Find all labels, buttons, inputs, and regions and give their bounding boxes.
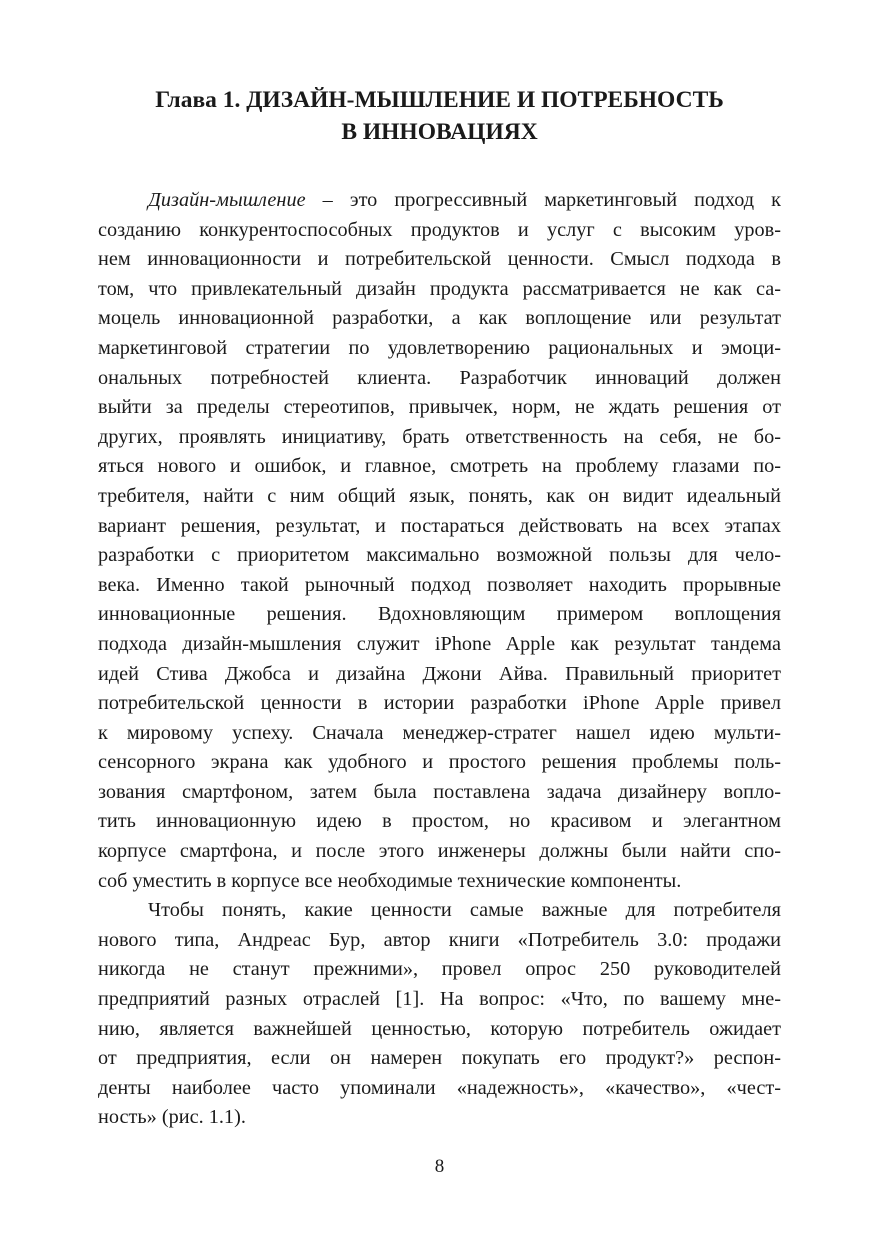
text-line: других, проявлять инициативу, брать ответственность на себя, не бо- (98, 425, 781, 448)
paragraph-1 (98, 186, 781, 896)
text-line: корпусе смартфона, и после этого инженеры должны были найти спо- (98, 840, 781, 863)
text-line: зования смартфоном, затем была поставлена задача дизайнеру вопло- (98, 780, 781, 803)
text-line: том, что привлекательный дизайн продукта рассматривается не как са- (98, 277, 781, 300)
text-line: вариант решения, результат, и постараться действовать на всех этапах (98, 514, 781, 537)
text-line: ональных потребностей клиента. Разработчик инноваций должен (98, 366, 781, 389)
text-line: денты наиболее часто упоминали «надежность», «качество», «чест- (98, 1076, 781, 1099)
term-design-thinking: Дизайн-мышление (148, 189, 306, 211)
text-line: века. Именно такой рыночный подход позволяет находить прорывные (98, 573, 781, 596)
chapter-title-line-1: Глава 1. ДИЗАЙН-МЫШЛЕНИЕ И ПОТРЕБНОСТЬ (155, 87, 724, 113)
text-line: потребительской ценности в истории разработки iPhone Apple привел (98, 692, 781, 715)
text-line: Дизайн-мышление – это прогрессивный маркетинговый подход к (148, 189, 781, 211)
text-line: инновационные решения. Вдохновляющим примером воплощения (98, 603, 781, 626)
text-line: выйти за пределы стереотипов, привычек, норм, не ждать решения от (98, 396, 781, 419)
text-line: разработки с приоритетом максимально возможной пользы для чело- (98, 544, 781, 567)
text-line: от предприятия, если он намерен покупать его продукт?» респон- (98, 1047, 781, 1070)
text-line: требителя, найти с ним общий язык, понять, как он видит идеальный (98, 484, 781, 507)
text-line: к мировому успеху. Сначала менеджер-стратег нашел идею мульти- (98, 721, 781, 744)
chapter-title (98, 84, 781, 148)
book-page (98, 0, 781, 1240)
text-line: ность» (рис. 1.1). (98, 1106, 246, 1129)
text-line: яться нового и ошибок, и главное, смотреть на проблему глазами по- (98, 455, 781, 478)
page-number: 8 (434, 1156, 445, 1177)
text-line: подхода дизайн-мышления служит iPhone Apple как результат тандема (98, 632, 781, 655)
body-text (98, 186, 781, 1133)
text-line: нового типа, Андреас Бур, автор книги «Потребитель 3.0: продажи (98, 928, 781, 951)
text-line: сенсорного экрана как удобного и простого решения проблемы поль- (98, 751, 781, 774)
text-line: нию, является важнейшей ценностью, которую потребитель ожидает (98, 1017, 781, 1040)
text-line: Чтобы понять, какие ценности самые важные для потребителя (148, 899, 781, 922)
paragraph-2 (98, 896, 781, 1133)
text-line: предприятий разных отраслей [1]. На вопрос: «Что, по вашему мне- (98, 988, 781, 1011)
chapter-title-line-2: В ИННОВАЦИЯХ (341, 119, 538, 145)
text-line: маркетинговой стратегии по удовлетворению рациональных и эмоци- (98, 336, 781, 359)
text-line: созданию конкурентоспособных продуктов и услуг с высоким уров- (98, 218, 781, 241)
text-line: тить инновационную идею в простом, но красивом и элегантном (98, 810, 781, 833)
text-line: моцель инновационной разработки, а как воплощение или результат (98, 307, 781, 330)
text-line: соб уместить в корпусе все необходимые технические компоненты. (98, 869, 682, 892)
text-line: идей Стива Джобса и дизайна Джони Айва. Правильный приоритет (98, 662, 781, 685)
text-line: никогда не станут прежними», провел опрос 250 руководителей (98, 958, 781, 981)
text-line: нем инновационности и потребительской ценности. Смысл подхода в (98, 248, 781, 271)
